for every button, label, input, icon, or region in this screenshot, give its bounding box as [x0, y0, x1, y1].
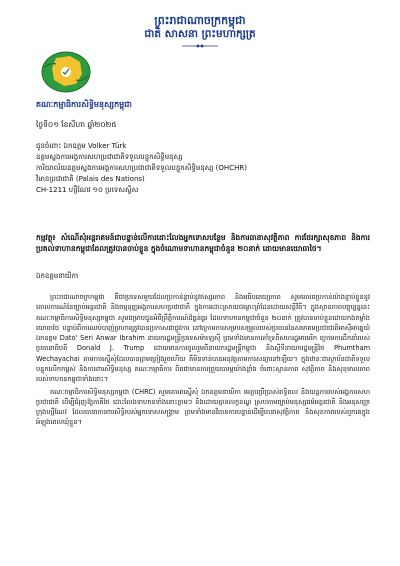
recipient-block: [36, 141, 366, 196]
letter-body: [36, 292, 370, 430]
recipient-line: CH-1211 ហ្សឺណែវ ១០ ប្រទេសស្វីស: [36, 186, 139, 195]
national-motto: ជាតិ សាសនា ព្រះមហាក្សត្រ: [144, 27, 256, 40]
chrc-logo: [36, 48, 96, 96]
body-paragraph: គណៈកម្មាធិការសិទ្ធិមនុស្សកម្ពុជា (CHRC) សូមគោរពស្នើសុំ ឯកឧត្តមនាយិកា មេត្តាប្រើប្រាស់ឥទ្ធិពល និងយន្តការរបស់អង្គការសហប្រជាជាតិ ដើម្បីជំរុញឱ្យភាគីថៃ ដោះលែងទាហានទាំងនោះភ្លាមៗ និងដោយគ្មានលក្ខខណ្ឌ ស្របតាមច្បាប់មនុស្សធម៌អន្តរជាតិ និងអនុសញ្ញាក្រុងហ្សឺណែវ ដែលធានាការពារសិទ្ធិរបស់អ្នកទោសសង្គ្រាម ព្រមទាំងមានវិធានការបន្ទាន់ដើម្បីធានាសុវត្ថិភាព និងសុខភាពរបស់ពួកគេក្នុងអំឡុងពេលឃុំខ្លួន។: [36, 387, 370, 427]
body-paragraph: ព្រះរាជាណាចក្រកម្ពុជា គឺជាប្រទេសមួយដែលប្រកាន់ខ្ជាប់នូវឥស្សរភាព និងអធិបតេយ្យភាព សូមគោរពប្រកាន់យ៉ាងខ្ជាប់ខ្ជួននូវគោលការណ៍នៃច្បាប់អន្តរជាតិ និងធម្មនុញ្ញអង្គការសហប្រជាជាតិ ក្នុងការដោះស្រាយជម្លោះព្រំដែនដោយសន្តិវិធី។ ក្នុងស្ថានភាពបច្ចុប្បន្ននេះ គណៈកម្មាធិការសិទ្ធិមនុស្សកម្ពុជា សូមជម្រាបជូនអំពីព្រឹត្តិការណ៍ដ៏ធ្ងន់ធ្ងរ ដែលទាហានកម្ពុជាចំនួន ២០នាក់ ត្រូវបានចាប់ខ្លួនដោយកងកម្លាំងយោធាថៃ បន្ទាប់ពីការឈប់បាញ់ប្រហារត្រូវបានប្រកាសជាផ្លូវការ នៅក្រោមការសម្របសម្រួលរបស់ប្រធាននៃសមាគមប្រជាជាតិអាស៊ីអាគ្នេយ៍ ឯកឧត្តម Dato' Seri Anwar Ibrahim នាយករដ្ឋមន្ត្រីប្រទេសម៉ាឡេស៊ី ព្រមទាំងមានការគាំទ្រពីសហរដ្ឋអាមេរិក ក្រោមការដឹកនាំរបស់ប្រធានាធិបតី Donald J. Trump ដោយមានការចូលរួមពីនាយករដ្ឋមន្ត្រីកម្ពុជា និងស្តីទីនាយករដ្ឋមន្ត្រីថៃ Phumtham Wechayachai តាមការស្នើសុំដែលបានព្រមព្រៀងរួចហើយ គឺមិនទាន់បានអនុវត្តតាមការសន្យានៅឡើយ។ ក្នុងឋានៈជាស្ថាប័នជាតិទទួលបន្ទុកលើកកម្ពស់ និងការពារសិទ្ធិមនុស្ស គណៈកម្មាធិការ ពិតជាមានការព្រួយបារម្ភយ៉ាងខ្លាំង ចំពោះស្ថានភាព សុវត្ថិភាព និងសុខុមាលភាពរបស់ទាហានកម្ពុជាទាំងនោះ។: [36, 293, 370, 384]
ornament-divider-icon: [180, 43, 220, 49]
letter-salutation: ឯកឧត្តមនាយិកា: [36, 272, 79, 280]
letter-subject: កម្មវត្ថុ៖ សំណើសុំអន្តរាគមន៍ជាបន្ទាន់លើការដោះលែងអ្នកទោសបន្ថែម និងការធានាសុវត្ថិភាព ការថែរក្សាសុខភាព និងការប្រគល់ទាហានកម្ពុជាដែលត្រូវបានចាប់ខ្លួន ក្នុងចំណោមទាហានកម្ពុជាចំនួន ២០នាក់ ដោយមានយោធាថៃ។: [36, 233, 370, 254]
recipient-line: ការិយាល័យឧត្តមស្នងការអង្គការសហប្រជាជាតិទទួលបន្ទុកសិទ្ធិមនុស្ស (OHCHR): [36, 164, 247, 173]
recipient-line: ជូនចំពោះ ឯកឧត្តម Volker Türk: [36, 142, 127, 150]
organization-name: គណៈកម្មាធិការសិទ្ធិមនុស្សកម្ពុជា: [36, 100, 132, 109]
chrc-emblem-icon: [36, 48, 96, 96]
recipient-line: ឧត្តមស្នងការអង្គការសហប្រជាជាតិទទួលបន្ទុកសិទ្ធិមនុស្ស: [36, 153, 183, 162]
kingdom-title: ព្រះរាជាណាចក្រកម្ពុជា: [154, 14, 246, 27]
letter-header: [0, 14, 400, 49]
recipient-line: វិមានប្រជាជាតិ (Palais des Nations): [36, 175, 145, 184]
letter-date: ថ្ងៃទី០១ ខែសីហា ឆ្នាំ២០២៥: [36, 120, 117, 129]
